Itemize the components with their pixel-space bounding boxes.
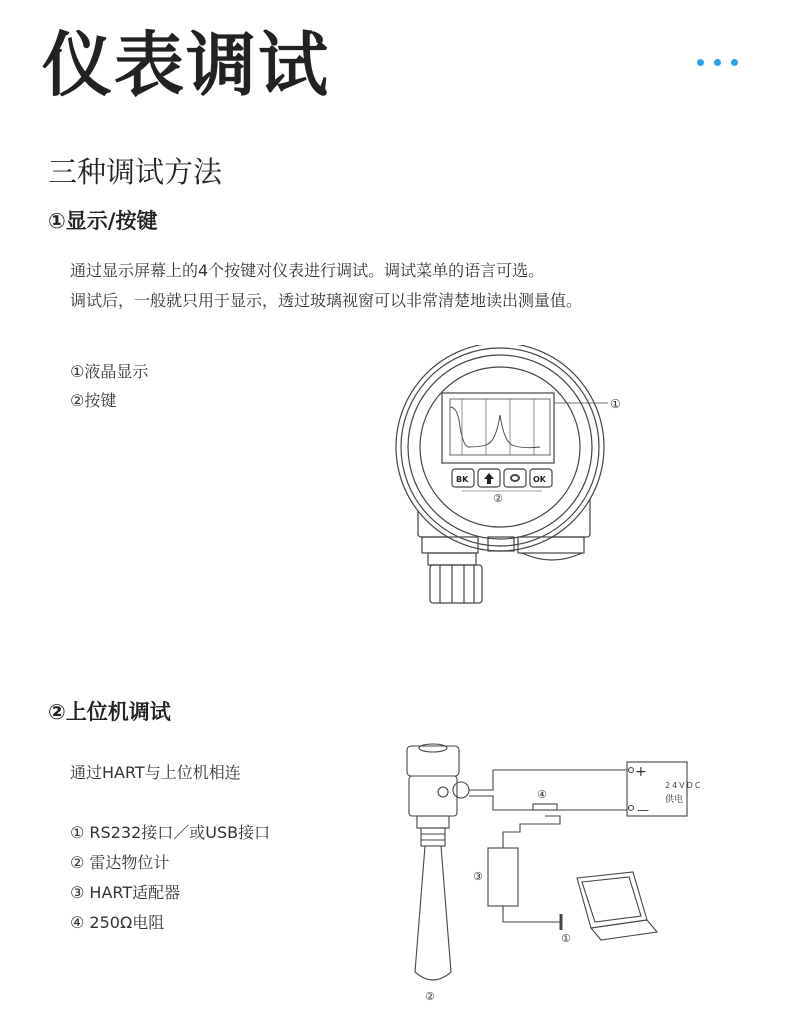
- callout-1: ①: [561, 932, 571, 945]
- dot: [714, 59, 721, 66]
- dot: [731, 59, 738, 66]
- section1-line-1: 通过显示屏幕上的4个按键对仪表进行调试。调试菜单的语言可选。: [70, 261, 545, 280]
- power-voltage: 24VDC: [665, 781, 703, 790]
- callout-1: ①: [610, 397, 621, 411]
- legend-item: ① RS232接口／或USB接口: [70, 823, 271, 842]
- section2-heading: ②上位机调试: [48, 700, 171, 724]
- callout-3: ③: [473, 870, 483, 883]
- device-display-figure: [390, 345, 630, 610]
- legend-item: ①液晶显示: [70, 362, 149, 381]
- section2-line: 通过HART与上位机相连: [70, 763, 241, 782]
- legend-item: ②按键: [70, 391, 117, 410]
- section1-legend: [70, 357, 148, 415]
- power-label: 供电: [665, 795, 684, 805]
- callout-2: ②: [425, 990, 435, 1003]
- legend-item: ④ 250Ω电阻: [70, 913, 165, 932]
- legend-item: ② 雷达物位计: [70, 853, 170, 872]
- section1-heading: ①显示/按键: [48, 209, 158, 233]
- button-ok-label: OK: [533, 475, 546, 484]
- callout-4: ④: [537, 788, 547, 801]
- decor-dots: [697, 51, 748, 70]
- minus-sign: —: [637, 803, 649, 817]
- page-title: 仪表调试: [42, 24, 330, 106]
- section1-line-2: 调试后，一般就只用于显示，透过玻璃视窗可以非常清楚地读出测量值。: [70, 291, 583, 310]
- page-subtitle: 三种调试方法: [48, 155, 223, 189]
- plus-sign: +: [635, 764, 647, 780]
- callout-2: ②: [493, 492, 503, 505]
- dot: [697, 59, 704, 66]
- section2-legend: [70, 818, 270, 938]
- hart-connection-figure: [395, 740, 715, 1010]
- legend-item: ③ HART适配器: [70, 883, 181, 902]
- button-bk-label: BK: [456, 475, 469, 484]
